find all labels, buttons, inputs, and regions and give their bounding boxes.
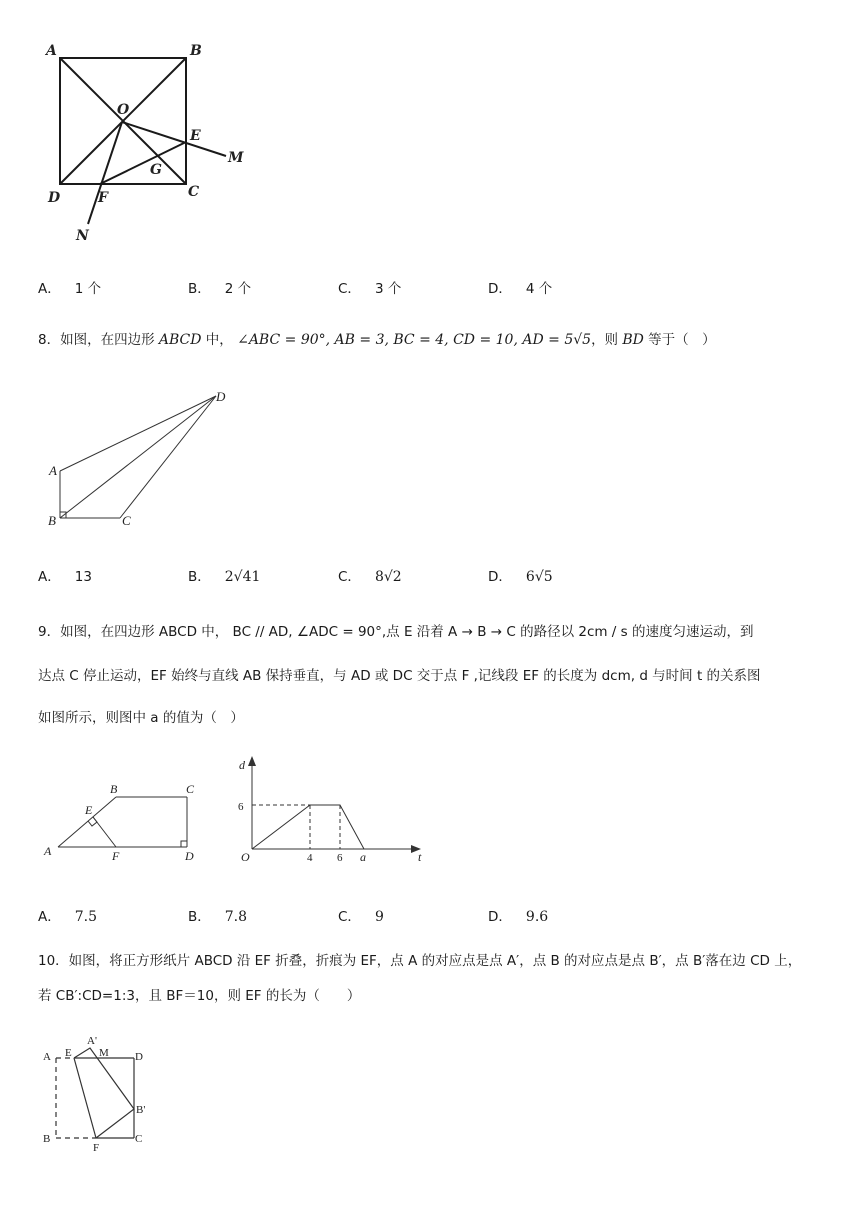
fig10-label-E: E — [65, 1047, 72, 1059]
fig7-label-G: G — [150, 162, 162, 178]
q7-option-c[interactable]: C． 3 个 — [338, 281, 402, 297]
question-10-line-1: 10．如图，将正方形纸片 ABCD 沿 EF 折叠，折痕为 EF，点 A 的对应点是点 A′，点 B 的对应点是点 B′，点 B′落在边 CD 上， — [38, 953, 802, 969]
fig7-label-O: O — [117, 102, 130, 118]
question-9-line-3: 如图所示，则图中 a 的值为（ ） — [38, 710, 244, 726]
fig10-label-A: A — [43, 1051, 51, 1063]
fig8-label-A: A — [49, 463, 57, 478]
q9-option-b[interactable]: B． 7.8 — [188, 909, 248, 925]
fig10-label-D: D — [135, 1051, 143, 1063]
fig9-label-E: E — [85, 803, 93, 817]
fig8-label-D: D — [216, 389, 226, 404]
figure-q9-trapezoid — [40, 780, 200, 870]
fig7-label-M: M — [228, 150, 244, 166]
fig8-label-B: B — [48, 513, 56, 528]
fig10-label-B-prime: B' — [136, 1104, 146, 1116]
question-10-line-2: 若 CB′:CD=1:3，且 BF＝10，则 EF 的长为（ ） — [38, 988, 361, 1004]
question-9-line-1: 9．如图，在四边形 ABCD 中， BC // AD, ∠ADC = 90°,点 E 沿着 A → B → C 的路径以 2cm / s 的速度匀速运动，到 — [38, 624, 754, 640]
figure-q8-quadrilateral — [40, 385, 240, 535]
fig7-label-N: N — [76, 228, 89, 244]
figure-q7-square — [40, 38, 260, 248]
q7-option-b[interactable]: B． 2 个 — [188, 281, 252, 297]
figure-q9-graph — [200, 755, 430, 865]
fig9-label-D: D — [185, 849, 194, 863]
fig7-label-E: E — [190, 128, 201, 144]
fig10-label-C: C — [135, 1133, 143, 1145]
fig9-label-B: B — [110, 782, 118, 796]
graph-label-6x: 6 — [337, 852, 343, 864]
graph-label-6y: 6 — [238, 801, 244, 813]
q7-option-a[interactable]: A． 1 个 — [38, 281, 102, 297]
q8-option-c[interactable]: C． 8√2 — [338, 569, 402, 585]
fig9-label-C: C — [186, 782, 195, 796]
graph-label-a: a — [360, 850, 366, 864]
q9-option-c[interactable]: C． 9 — [338, 909, 384, 925]
graph-label-4: 4 — [307, 852, 313, 864]
fig9-label-A: A — [44, 844, 52, 858]
graph-label-t: t — [418, 850, 422, 864]
q7-option-d[interactable]: D． 4 个 — [488, 281, 553, 297]
fig10-label-M: M — [99, 1047, 109, 1059]
q9-option-d[interactable]: D． 9.6 — [488, 909, 549, 925]
question-9-line-2: 达点 C 停止运动，EF 始终与直线 AB 保持垂直，与 AD 或 DC 交于点 F ,记线段 EF 的长度为 dcm, d 与时间 t 的关系图 — [38, 668, 761, 684]
fig7-label-F: F — [98, 190, 108, 206]
fig8-label-C: C — [122, 513, 131, 528]
figure-q10-folded-square — [40, 1030, 160, 1155]
fig7-label-D: D — [48, 190, 61, 206]
q8-option-b[interactable]: B． 2√41 — [188, 569, 261, 585]
fig9-label-F: F — [112, 849, 120, 863]
fig7-label-C: C — [188, 184, 200, 200]
graph-label-d: d — [239, 758, 245, 772]
q9-option-a[interactable]: A． 7.5 — [38, 909, 98, 925]
fig10-label-A-prime: A' — [87, 1035, 97, 1047]
fig10-label-F: F — [93, 1142, 100, 1154]
question-8-stem: 8．如图，在四边形 ABCD 中， ∠ABC = 90°, AB = 3, BC = 4, CD = 10, AD = 5√5，则 BD 等于（ ） — [38, 332, 716, 348]
graph-label-O: O — [241, 850, 250, 864]
fig7-label-A: A — [46, 43, 57, 59]
fig10-label-B: B — [43, 1133, 51, 1145]
q8-option-a[interactable]: A． 13 — [38, 569, 92, 585]
q8-option-d[interactable]: D． 6√5 — [488, 569, 553, 585]
fig7-label-B: B — [190, 43, 202, 59]
